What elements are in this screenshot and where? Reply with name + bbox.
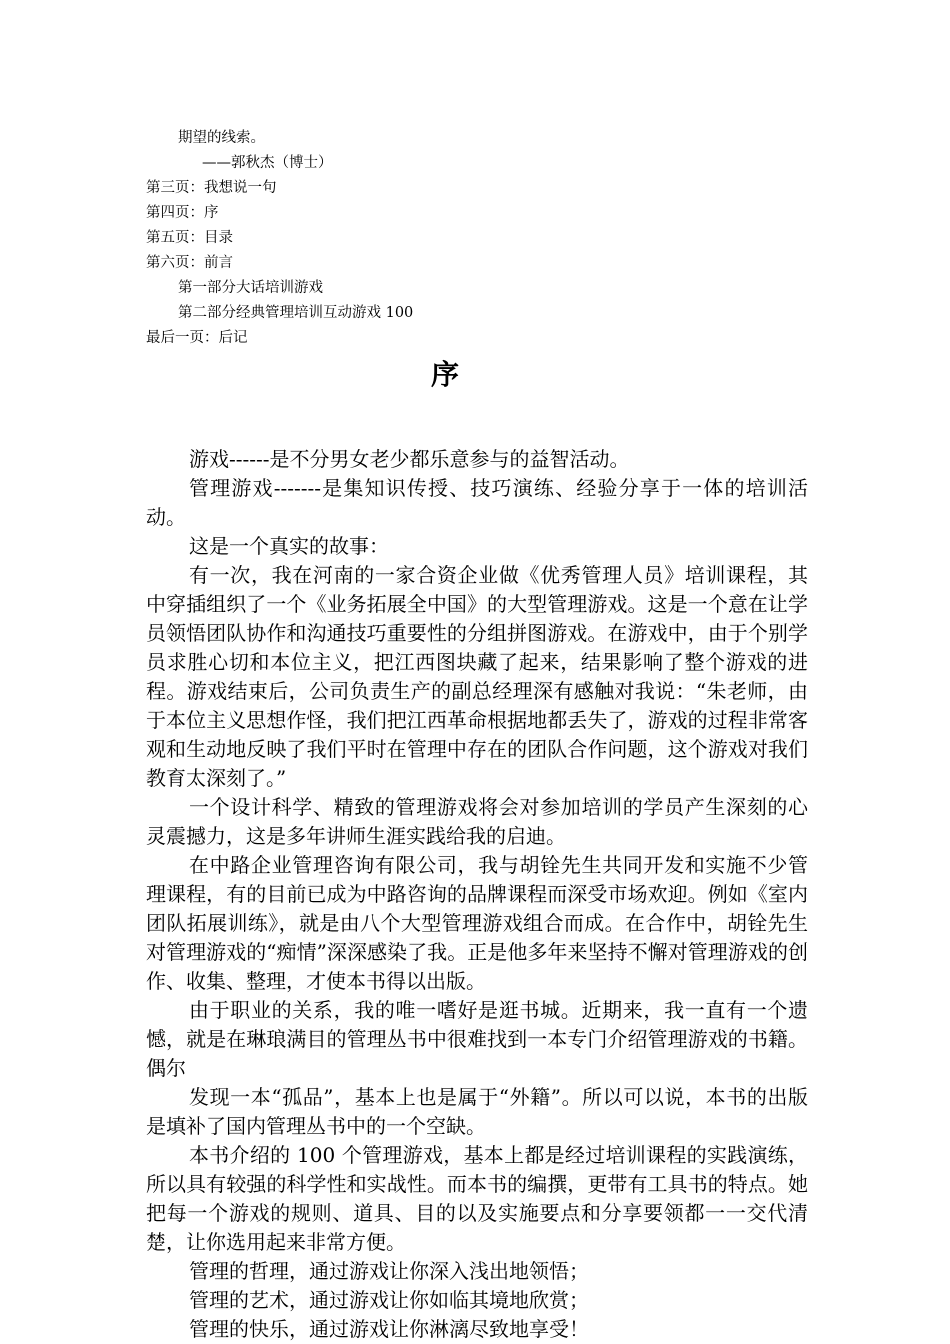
- paragraph: 本书介绍的 100 个管理游戏，基本上都是经过培训课程的实践演练，所以具有较强的科学性和实战性。而本书的编撰，更带有工具书的特点。她把每一个游戏的规则、道具、目的以及实施要点和分享要领都一一交代清楚，让你选用起来非常方便。: [146, 1143, 808, 1254]
- paragraph: 发现一本“孤品”，基本上也是属于“外籍”。所以可以说，本书的出版是填补了国内管理丛书中的一个空缺。: [146, 1085, 808, 1138]
- toc-attribution: ——郭秋杰（博士）: [202, 155, 333, 171]
- toc-continued-line: 期望的线索。: [178, 130, 265, 146]
- toc-entry: 第五页：目录: [146, 230, 233, 246]
- toc-last-entry: 最后一页：后记: [146, 330, 248, 346]
- paragraph: 一个设计科学、精致的管理游戏将会对参加培训的学员产生深刻的心灵震撼力，这是多年讲师生涯实践给我的启迪。: [146, 795, 808, 848]
- preface-body: [146, 445, 808, 1344]
- paragraph: 管理的哲理，通过游戏让你深入浅出地领悟；: [189, 1259, 589, 1283]
- table-of-contents: [146, 126, 706, 351]
- paragraph: 这是一个真实的故事：: [189, 534, 389, 558]
- toc-entry: 第三页：我想说一句: [146, 180, 277, 196]
- paragraph: 在中路企业管理咨询有限公司，我与胡铨先生共同开发和实施不少管理课程，有的目前已成为中路咨询的品牌课程而深受市场欢迎。例如《室内团队拓展训练》，就是由八个大型管理游戏组合而成。在合作中，胡铨先生对管理游戏的“痴情”深深感染了我。正是他多年来坚持不懈对管理游戏的创作、收集、整理，才使本书得以出版。: [146, 853, 808, 993]
- toc-subentry: 第一部分大话培训游戏: [178, 280, 323, 296]
- toc-subentry: 第二部分经典管理培训互动游戏 100: [178, 305, 414, 321]
- paragraph: 管理游戏-------是集知识传授、技巧演练、经验分享于一体的培训活动。: [146, 476, 808, 529]
- toc-entry: 第六页：前言: [146, 255, 233, 271]
- section-title: 序: [430, 358, 459, 391]
- paragraph: 有一次，我在河南的一家合资企业做《优秀管理人员》培训课程，其中穿插组织了一个《业务拓展全中国》的大型管理游戏。这是一个意在让学员领悟团队协作和沟通技巧重要性的分组拼图游戏。在游戏中，由于个别学员求胜心切和本位主义，把江西图块藏了起来，结果影响了整个游戏的进程。游戏结束后，公司负责生产的副总经理深有感触对我说：“朱老师，由于本位主义思想作怪，我们把江西革命根据地都丢失了，游戏的过程非常客观和生动地反映了我们平时在管理中存在的团队合作问题，这个游戏对我们教育太深刻了。”: [146, 563, 808, 790]
- paragraph: 管理的快乐，通过游戏让你淋漓尽致地享受！: [189, 1317, 589, 1341]
- paragraph: 由于职业的关系，我的唯一嗜好是逛书城。近期来，我一直有一个遗憾，就是在琳琅满目的管理丛书中很难找到一本专门介绍管理游戏的书籍。偶尔: [146, 998, 808, 1080]
- paragraph: 管理的艺术，通过游戏让你如临其境地欣赏；: [189, 1288, 589, 1312]
- toc-entry: 第四页：序: [146, 205, 219, 221]
- paragraph: 游戏------是不分男女老少都乐意参与的益智活动。: [189, 447, 630, 471]
